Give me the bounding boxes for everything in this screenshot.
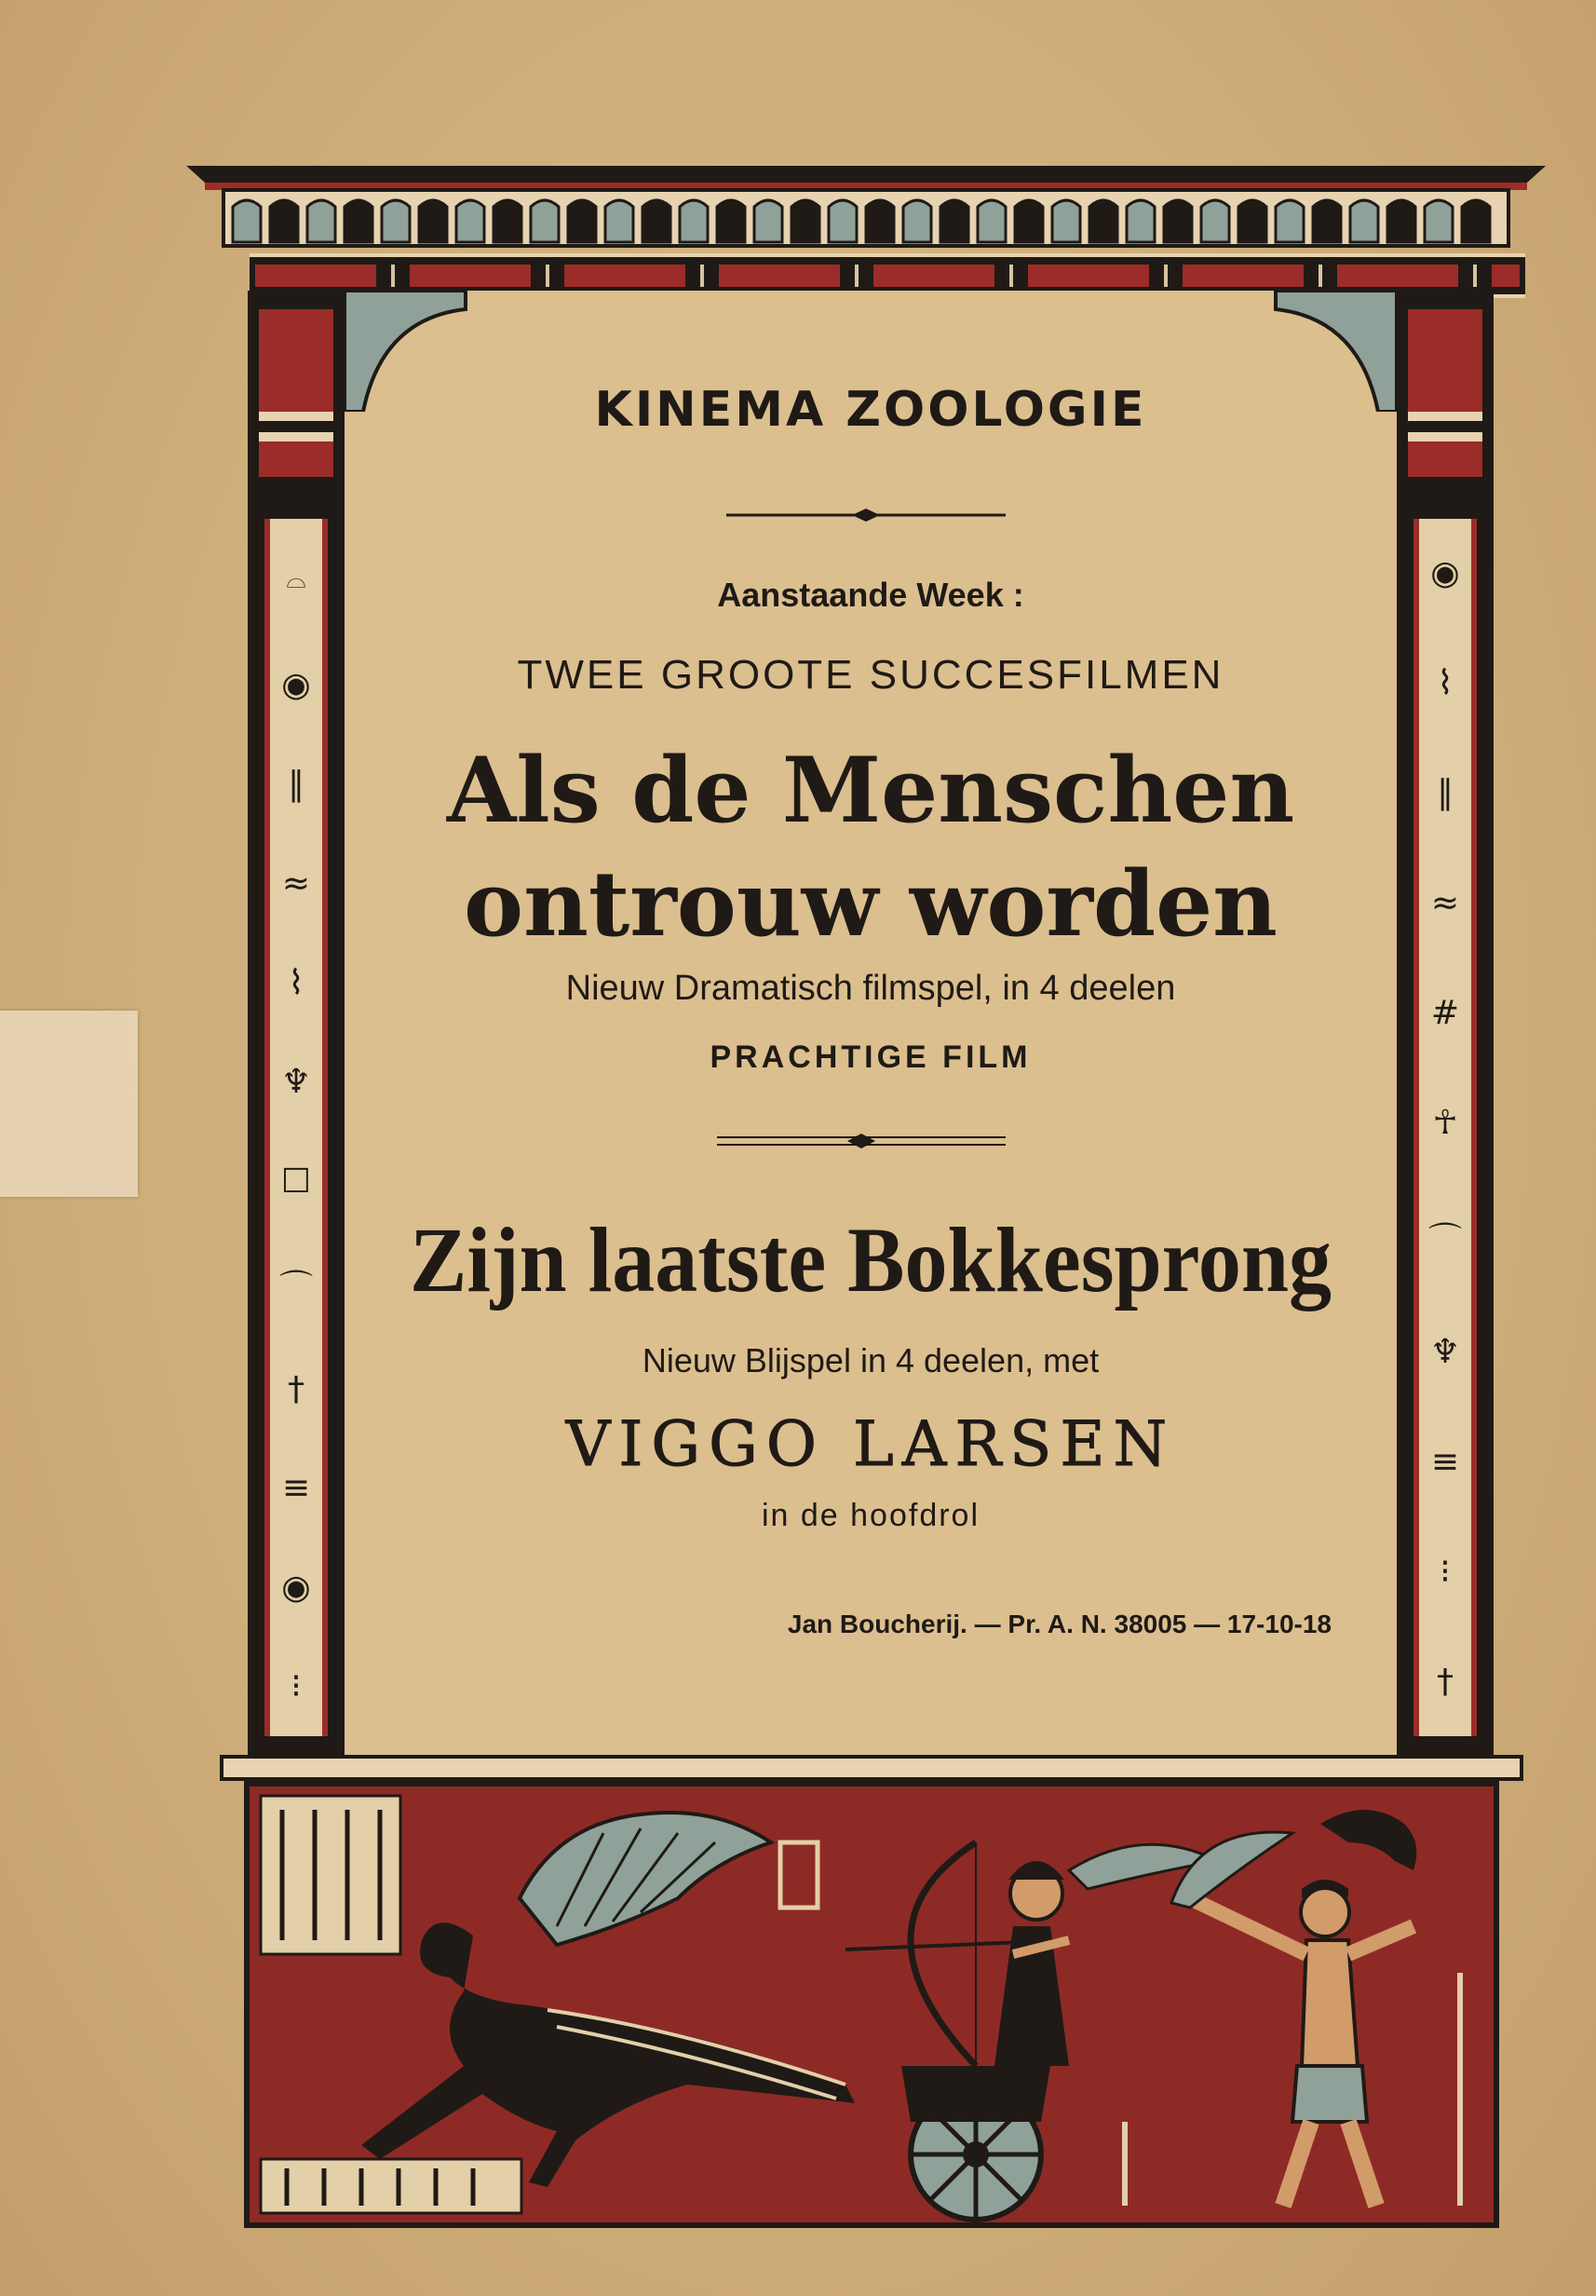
hieroglyph-icon: 𓏏 bbox=[285, 564, 307, 603]
frame-base-rail bbox=[220, 1755, 1523, 1781]
cornice-arch bbox=[978, 200, 1006, 242]
left-pillar-cap bbox=[259, 309, 333, 477]
hieroglyph-icon: ∥ bbox=[288, 765, 304, 804]
cornice-arch bbox=[754, 200, 782, 242]
cornice-arch bbox=[345, 200, 372, 242]
left-pillar bbox=[248, 291, 345, 1755]
ornament-divider bbox=[726, 508, 1006, 523]
film1-tag: PRACHTIGE FILM bbox=[710, 1039, 1032, 1075]
cornice-arch bbox=[1313, 200, 1341, 242]
cornice-arch bbox=[1350, 200, 1378, 242]
eye-icon: ◉ bbox=[1430, 554, 1460, 593]
cornice-arch bbox=[717, 200, 745, 242]
frame-cornice bbox=[186, 166, 1546, 250]
cornice-arch bbox=[1164, 200, 1192, 242]
cornice-arch bbox=[531, 200, 559, 242]
cornice-arch bbox=[642, 200, 670, 242]
right-hieroglyph-column bbox=[1413, 519, 1477, 1736]
cornice-arch bbox=[419, 200, 447, 242]
cornice-arch bbox=[1276, 200, 1304, 242]
cornice-arch bbox=[1462, 200, 1490, 242]
film1-description: Nieuw Dramatisch filmspel, in 4 deelen bbox=[565, 969, 1176, 1008]
upcoming-week-label: Aanstaande Week : bbox=[717, 576, 1024, 614]
eye-icon: ◉ bbox=[281, 666, 311, 705]
printer-imprint: Jan Boucherij. — Pr. A. N. 38005 — 17-10-18 bbox=[787, 1610, 1332, 1638]
hieroglyph-icon: ≡ bbox=[281, 1469, 311, 1508]
frame-band-pattern bbox=[255, 265, 1520, 287]
cornice-arch bbox=[270, 200, 298, 242]
hieroglyph-icon: ∥ bbox=[1437, 774, 1454, 813]
cornice-arch bbox=[791, 200, 819, 242]
chariot-mural bbox=[244, 1781, 1499, 2228]
cornice-arch bbox=[1127, 200, 1155, 242]
hieroglyph-icon: ≈ bbox=[281, 864, 311, 903]
cornice-arch bbox=[307, 200, 335, 242]
ankh-icon: ☥ bbox=[1432, 1103, 1458, 1142]
hieroglyph-icon: ⌒ bbox=[1427, 1220, 1462, 1259]
eye-icon: ◉ bbox=[281, 1568, 311, 1607]
left-hieroglyph-column bbox=[264, 519, 328, 1736]
cornice-arch bbox=[1052, 200, 1080, 242]
cornice-arch bbox=[866, 200, 894, 242]
cornice-arch bbox=[456, 200, 484, 242]
chariot-scene-illustration bbox=[250, 1787, 1494, 2222]
film2-description: Nieuw Blijspel in 4 deelen, met bbox=[642, 1341, 1100, 1379]
cornice-arch bbox=[1238, 200, 1266, 242]
cornice-arch bbox=[1089, 200, 1117, 242]
cornice-arch bbox=[940, 200, 968, 242]
cornice-arch bbox=[382, 200, 410, 242]
hieroglyph-icon: ≡ bbox=[1430, 1442, 1460, 1481]
cornice-arch bbox=[1201, 200, 1229, 242]
cinema-title: KINEMA ZOOLOGIE bbox=[594, 382, 1147, 438]
cornice-arch bbox=[568, 200, 596, 242]
hieroglyph-icon: ⌇ bbox=[1437, 664, 1454, 703]
hieroglyph-icon: ☐ bbox=[280, 1162, 312, 1201]
cornice-arch bbox=[494, 200, 521, 242]
cornice-arch bbox=[680, 200, 708, 242]
cornice-arch bbox=[829, 200, 857, 242]
film2-title: Zijn laatste Bokkesprong bbox=[409, 1208, 1332, 1311]
hieroglyph-icon: ⁝ bbox=[1440, 1552, 1451, 1591]
cornice-arch bbox=[1015, 200, 1043, 242]
hieroglyph-icon: # bbox=[1430, 994, 1460, 1033]
hieroglyph-icon: ≈ bbox=[1430, 884, 1460, 923]
tape-strip bbox=[0, 1011, 138, 1197]
hieroglyph-icon: † bbox=[288, 1369, 304, 1408]
star-name: VIGGO LARSEN bbox=[565, 1408, 1176, 1480]
cornice-arch bbox=[233, 200, 261, 242]
hieroglyph-icon: † bbox=[1437, 1662, 1454, 1701]
cornice-arch bbox=[903, 200, 931, 242]
star-role: in de hoofdrol bbox=[761, 1498, 981, 1533]
film1-title-line1: Als de Menschen bbox=[446, 738, 1295, 843]
film1-title-line2: ontrouw worden bbox=[464, 851, 1278, 957]
right-pillar bbox=[1397, 291, 1494, 1755]
headline-text: TWEE GROOTE SUCCESFILMEN bbox=[517, 652, 1224, 698]
cornice-arch bbox=[1387, 200, 1415, 242]
cornice-arch bbox=[1425, 200, 1453, 242]
hieroglyph-icon: ♆ bbox=[280, 1063, 312, 1102]
ornament-divider bbox=[717, 1132, 1006, 1150]
hieroglyph-icon: ⁝ bbox=[291, 1667, 302, 1706]
right-pillar-cap bbox=[1408, 309, 1482, 477]
cornice-arch bbox=[605, 200, 633, 242]
hieroglyph-icon: ⌒ bbox=[278, 1269, 313, 1308]
film1-title bbox=[345, 734, 1397, 961]
hieroglyph-icon: ⌇ bbox=[288, 963, 304, 1002]
hieroglyph-icon: ♆ bbox=[1429, 1332, 1461, 1371]
